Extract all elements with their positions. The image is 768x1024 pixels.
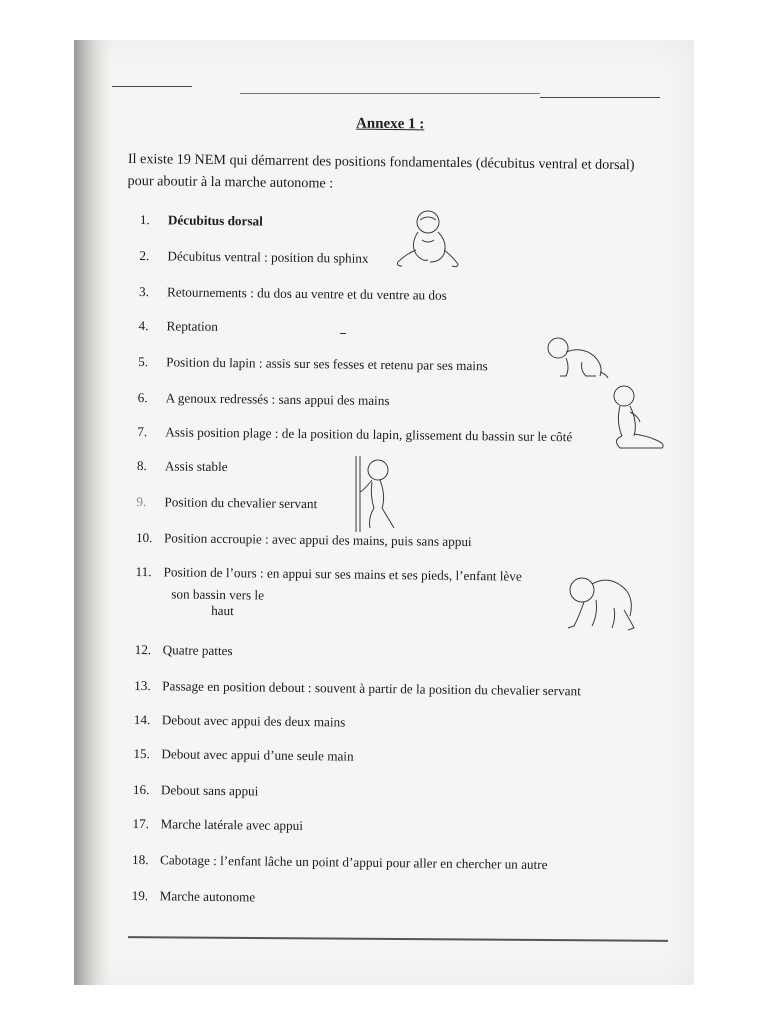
item-title: Marche autonome — [159, 888, 256, 905]
scan-edge-shadow — [74, 40, 110, 985]
item-title: Assis position plage — [165, 424, 272, 441]
item-continuation-line-2: haut — [211, 602, 234, 619]
intro-line-2: pour aboutir à la marche autonome : — [127, 172, 334, 192]
item-continuation-line-1: son bassin vers le — [171, 586, 265, 603]
item-title: Retournements — [166, 284, 247, 301]
item-detail: : en appui sur ses mains et ses pieds, l’enfant lève — [256, 565, 522, 584]
item-number: 3. — [138, 283, 150, 300]
stray-dash-mark — [340, 333, 346, 334]
header-rule-right — [540, 97, 660, 98]
item-number: 16. — [132, 781, 150, 798]
item-number: 10. — [135, 529, 153, 546]
item-number: 4. — [138, 317, 149, 334]
baby-sitting-illustration — [392, 206, 464, 274]
item-continuation — [171, 586, 264, 619]
item-number: 2. — [139, 247, 150, 264]
header-rule-middle — [240, 93, 540, 94]
item-number: 13. — [134, 677, 151, 694]
item-detail: : souvent à partir de la position du chevalier servant — [304, 680, 581, 699]
item-number: 15. — [133, 745, 150, 762]
item-number: 12. — [134, 641, 152, 658]
item-number: 5. — [138, 353, 149, 370]
baby-bear-position-illustration — [562, 570, 638, 634]
item-number: 19. — [131, 887, 149, 904]
item-title: Décubitus ventral — [167, 248, 261, 265]
intro-line-1: Il existe 19 NEM qui démarrent des positions fondamentales (décubitus ventral et dorsal) — [127, 150, 635, 174]
item-number: 6. — [137, 389, 148, 406]
item-title: Décubitus dorsal — [167, 212, 263, 229]
baby-kneeling-illustration — [606, 382, 668, 452]
item-title: Debout sans appui — [160, 782, 259, 799]
baby-crawling-illustration — [544, 332, 610, 380]
item-detail: : de la position du lapin, glissement du bassin sur le côté — [271, 425, 573, 445]
item-title: Debout avec appui d’une seule main — [161, 746, 354, 764]
item-detail: : assis sur ses fesses et retenu par ses mains — [255, 355, 488, 374]
item-detail: : avec appui des mains, puis sans appui — [261, 531, 472, 550]
header-rule-left — [112, 86, 192, 87]
item-number: 14. — [133, 711, 151, 728]
item-number: 1. — [139, 212, 150, 228]
item-detail: : du dos au ventre et du ventre au dos — [246, 285, 447, 303]
item-title: Position du lapin — [166, 354, 256, 371]
item-detail: : sans appui des mains — [268, 391, 390, 409]
item-title: Reptation — [166, 318, 218, 334]
item-title: Passage en position debout — [162, 678, 305, 696]
item-title: Position du chevalier servant — [164, 494, 318, 512]
item-number: 9. — [136, 493, 147, 510]
item-number: 18. — [131, 851, 149, 868]
item-number: 8. — [136, 457, 147, 474]
item-title: Marche latérale avec appui — [160, 816, 304, 834]
item-detail: : l’enfant lâche un point d’appui pour aller en chercher un autre — [209, 852, 548, 873]
item-number: 7. — [137, 423, 148, 440]
item-detail: : position du sphinx — [260, 249, 369, 266]
item-title: Cabotage — [159, 852, 210, 868]
item-title: Debout avec appui des deux mains — [161, 712, 346, 730]
page-title: Annexe 1 : — [355, 115, 425, 133]
item-title: A genoux redressés — [165, 390, 269, 407]
item-title: Position accroupie — [163, 530, 262, 547]
item-number: 17. — [132, 815, 150, 832]
item-title: Quatre pattes — [162, 642, 233, 659]
item-title: Assis stable — [164, 458, 228, 475]
baby-standing-with-support-illustration — [348, 456, 398, 532]
intro-paragraph — [127, 148, 647, 198]
item-title: Position de l’ours — [163, 564, 257, 581]
item-number: 11. — [135, 563, 152, 580]
